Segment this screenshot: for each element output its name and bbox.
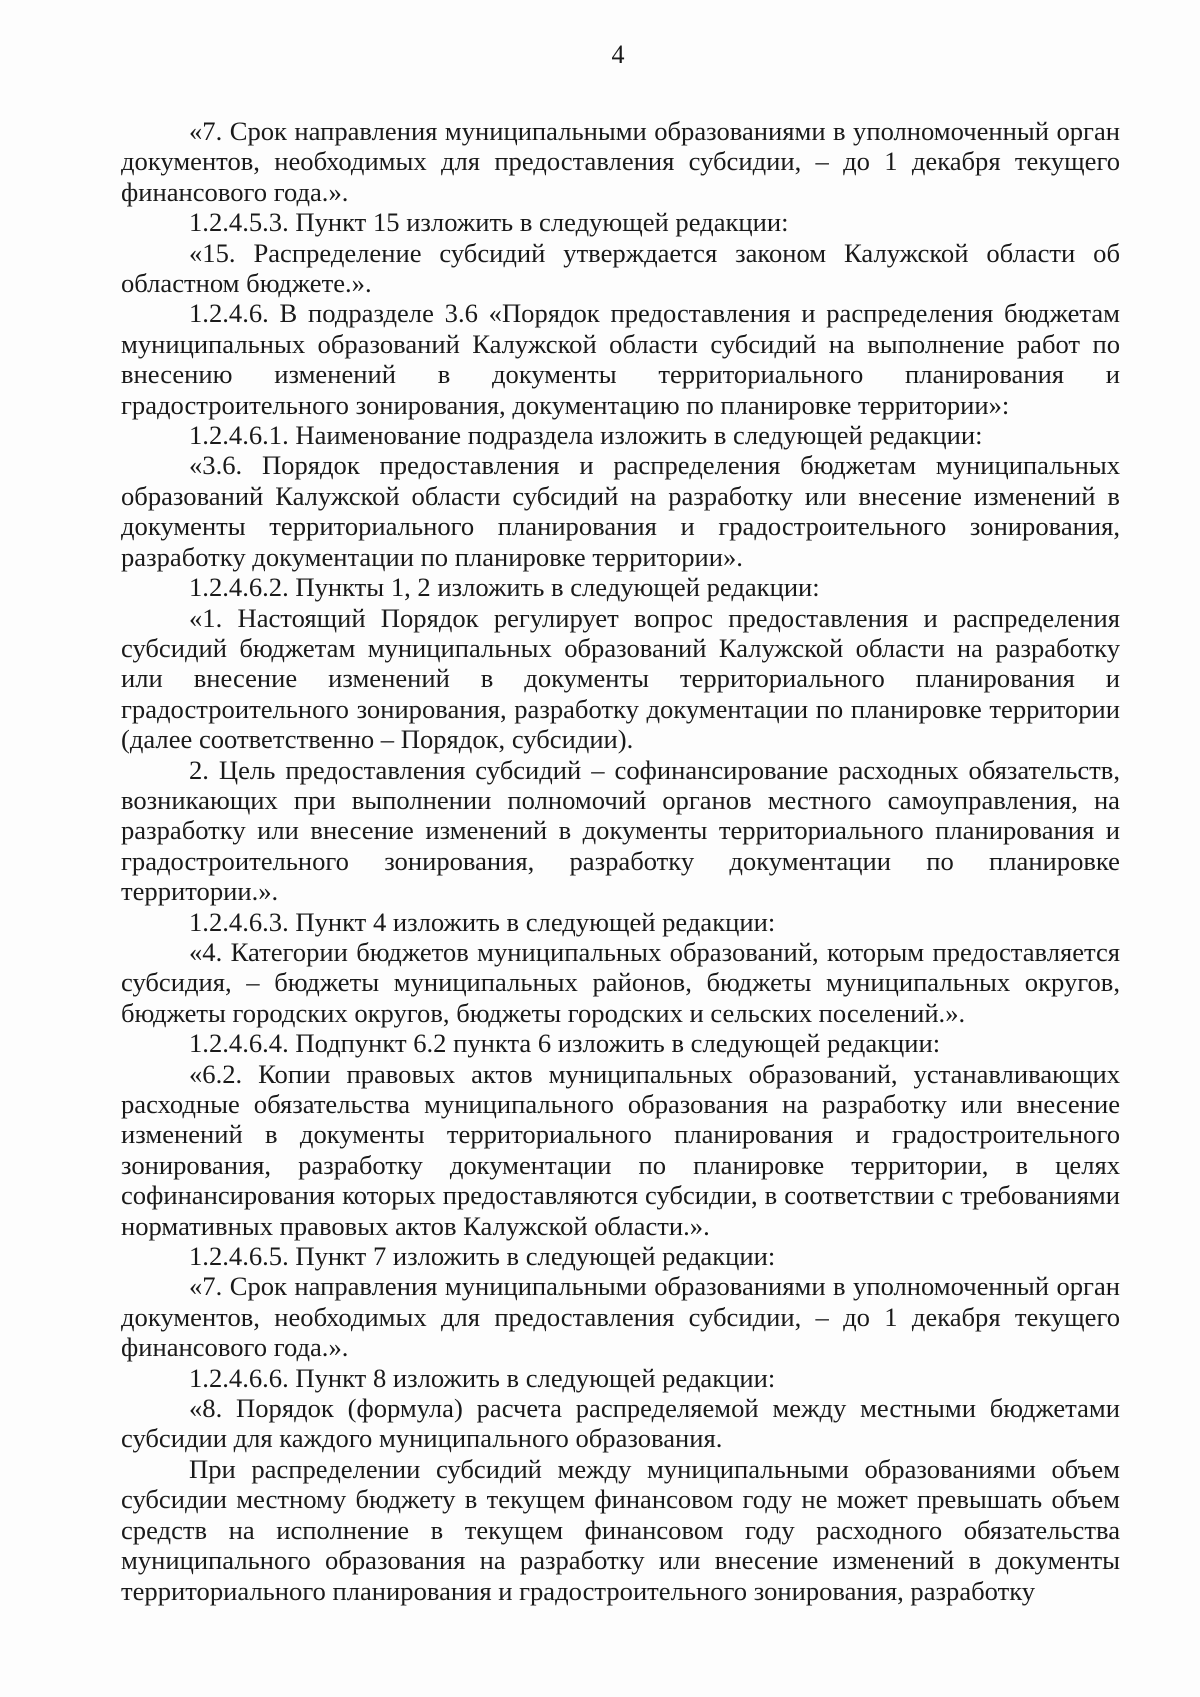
paragraph: «1. Настоящий Порядок регулирует вопрос предоставления и распределения субсидий бюджетам муниципальных образований Калужской области на разработку или внесение изменений в документы территориального планирования и градостроительного зонирования, разработку документации по планировке территории (далее соответственно – Порядок, субсидии). bbox=[121, 602, 1120, 755]
paragraph: «7. Срок направления муниципальными образованиями в уполномоченный орган документов, необходимых для предоставления субсидии, – до 1 декабря текущего финансового года.». bbox=[121, 1271, 1120, 1363]
paragraph: 1.2.4.6.4. Подпункт 6.2 пункта 6 изложить в следующей редакции: bbox=[189, 1028, 941, 1059]
paragraph: 1.2.4.6.3. Пункт 4 изложить в следующей редакции: bbox=[189, 906, 776, 937]
paragraph: При распределении субсидий между муниципальными образованиями объем субсидии местному бюджету в текущем финансовом году не может превышать объем средств на исполнение в текущем финансовом году расходного обязательства муниципального образования на разработку или внесение изменений в документы территориального планирования и градостроительного зонирования, разработку bbox=[121, 1453, 1120, 1606]
page-number: 4 bbox=[611, 40, 625, 69]
paragraph: «7. Срок направления муниципальными образованиями в уполномоченный орган документов, необходимых для предоставления субсидии, – до 1 декабря текущего финансового года.». bbox=[121, 116, 1120, 207]
paragraph: 2. Цель предоставления субсидий – софинансирование расходных обязательств, возникающих при выполнении полномочий органов местного самоуправления, на разработку или внесение изменений в документы территориального планирования и градостроительного зонирования, разработку документации по планировке территории.». bbox=[121, 754, 1120, 907]
paragraph: «8. Порядок (формула) расчета распределяемой между местными бюджетами субсидии для каждого муниципального образования. bbox=[121, 1393, 1120, 1454]
document-body bbox=[121, 116, 1120, 1606]
paragraph: 1.2.4.6.2. Пункты 1, 2 изложить в следующей редакции: bbox=[189, 572, 820, 603]
paragraph: 1.2.4.5.3. Пункт 15 изложить в следующей редакции: bbox=[189, 207, 789, 238]
paragraph: «6.2. Копии правовых актов муниципальных образований, устанавливающих расходные обязательства муниципального образования на разработку или внесение изменений в документы территориального планирования и градостроительного зонирования, разработку документации по планировке территории, в целях софинансирования которых предоставляются субсидии, в соответствии с требованиями нормативных правовых актов Калужской области.». bbox=[121, 1058, 1120, 1241]
paragraph: «3.6. Порядок предоставления и распределения бюджетам муниципальных образований Калужской области субсидий на разработку или внесение изменений в документы территориального планирования и градостроительного зонирования, разработку документации по планировке территории». bbox=[121, 450, 1120, 572]
paragraph: 1.2.4.6.5. Пункт 7 изложить в следующей редакции: bbox=[189, 1241, 776, 1272]
paragraph: «4. Категории бюджетов муниципальных образований, которым предоставляется субсидия, – бюджеты муниципальных районов, бюджеты муниципальных округов, бюджеты городских округов, бюджеты городских и сельских поселений.». bbox=[121, 936, 1120, 1028]
paragraph: 1.2.4.6. В подразделе 3.6 «Порядок предоставления и распределения бюджетам муниципальных образований Калужской области субсидий на выполнение работ по внесению изменений в документы территориального планирования и градостроительного зонирования, документацию по планировке территории»: bbox=[121, 298, 1120, 420]
paragraph: 1.2.4.6.1. Наименование подраздела изложить в следующей редакции: bbox=[189, 420, 983, 451]
paragraph: «15. Распределение субсидий утверждается законом Калужской области об областном бюджете.». bbox=[121, 237, 1120, 299]
paragraph: 1.2.4.6.6. Пункт 8 изложить в следующей редакции: bbox=[189, 1362, 776, 1393]
